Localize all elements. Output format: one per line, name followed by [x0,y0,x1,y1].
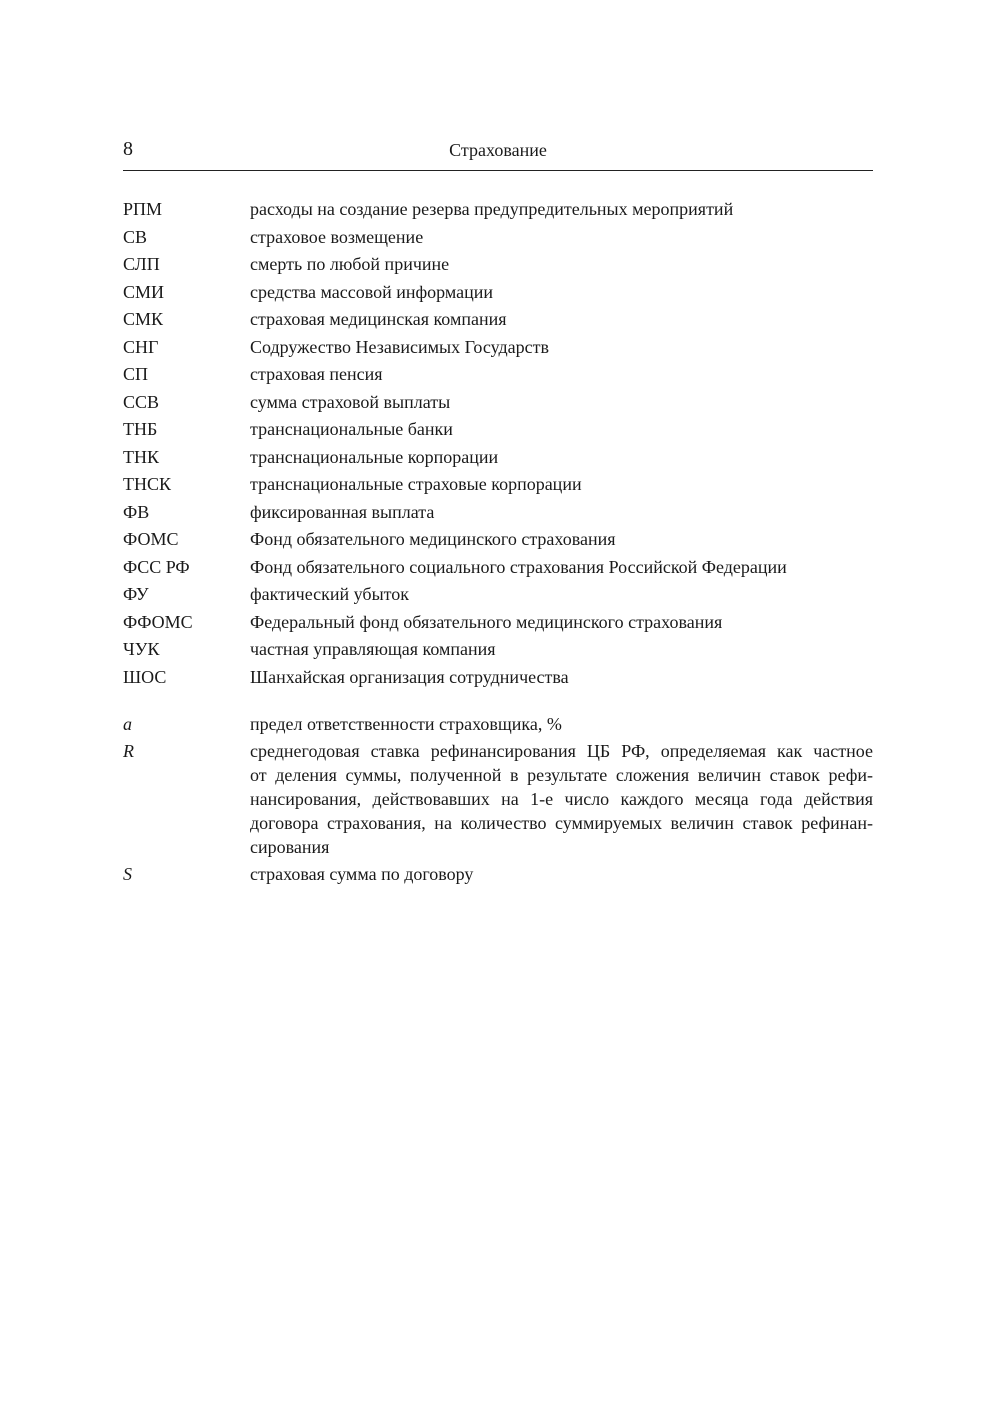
list-item [123,472,873,500]
abbreviation-definition: Содружество Независимых Государств [250,336,549,357]
list-item [123,252,873,280]
page-header [123,136,873,171]
abbreviation-term: СМК [123,309,164,329]
abbreviation-list [123,197,873,692]
list-item [123,739,873,859]
abbreviation-term: РПМ [123,199,163,219]
list-item [123,610,873,638]
abbreviation-term: СВ [123,226,148,247]
list-item [123,582,873,610]
page-number: 8 [123,138,133,160]
abbreviation-term: ТНСК [123,474,172,494]
symbol-list [123,712,873,889]
symbol-term: S [123,864,132,884]
abbreviation-term: ТНК [123,446,159,467]
list-item [123,862,873,886]
abbreviation-definition: страховая пенсия [250,364,383,384]
symbol-definition: страховая сумма по договору [250,864,474,884]
abbreviation-definition: частная управляющая компания [250,639,496,659]
abbreviation-term: СЛП [123,254,160,274]
symbol-term: R [123,741,134,761]
definition-line: от деления суммы, полученной в результате сложения величин ставок рефи- [250,765,873,785]
abbreviation-definition: транснациональные банки [250,419,453,439]
symbol-definition: предел ответственности страховщика, % [250,714,562,734]
symbol-term: a [123,714,132,734]
list-item [123,335,873,363]
abbreviation-definition: Шанхайская организация сотрудничества [250,666,569,687]
list-item [123,390,873,418]
abbreviation-definition: сумма страховой выплаты [250,391,451,412]
abbreviation-definition: фактический убыток [250,584,410,604]
abbreviation-definition: страховое возмещение [250,226,424,247]
list-item [123,555,873,583]
list-item [123,445,873,473]
abbreviation-term: ТНБ [123,419,158,439]
abbreviation-definition: средства массовой информации [250,281,494,302]
list-item [123,417,873,445]
abbreviation-definition: расходы на создание резерва предупредительных мероприятий [250,199,734,219]
abbreviation-term: ШОС [123,666,167,687]
definition-line: среднегодовая ставка рефинансирования ЦБ РФ, определяемая как частное [250,741,873,761]
abbreviation-term: ФУ [123,584,149,604]
definition-line: договора страхования, на количество суммируемых величин ставок рефинан- [250,813,873,833]
list-item [123,280,873,308]
definition-line: сирования [250,837,330,857]
list-item [123,225,873,253]
abbreviation-definition: страховая медицинская компания [250,309,507,329]
abbreviation-term: ФОМС [123,529,179,549]
abbreviation-term: ЧУК [123,639,160,659]
running-title: Страхование [449,140,547,160]
abbreviation-definition: смерть по любой причине [250,254,450,274]
abbreviation-term: СМИ [123,281,165,302]
abbreviation-term: СП [123,364,149,384]
symbol-definition [250,739,873,859]
list-item [123,637,873,665]
abbreviation-definition: транснациональные корпорации [250,446,499,467]
list-item [123,307,873,335]
abbreviation-term: ФСС РФ [123,556,190,577]
abbreviation-definition: Федеральный фонд обязательного медицинского страхования [250,611,723,632]
list-item [123,500,873,528]
list-item [123,197,873,225]
abbreviation-term: ФФОМС [123,611,193,632]
list-item [123,527,873,555]
abbreviation-definition: фиксированная выплата [250,501,435,522]
list-item [123,665,873,693]
abbreviation-definition: Фонд обязательного медицинского страхования [250,529,616,549]
list-item [123,712,873,736]
abbreviation-definition: транснациональные страховые корпорации [250,474,582,494]
definition-line: нансирования, действовавших на 1-е число каждого месяца года действия [250,789,873,809]
list-item [123,362,873,390]
abbreviation-term: СНГ [123,336,159,357]
abbreviation-term: ССВ [123,391,160,412]
abbreviation-definition: Фонд обязательного социального страхования Российской Федерации [250,556,787,577]
abbreviation-term: ФВ [123,501,150,522]
